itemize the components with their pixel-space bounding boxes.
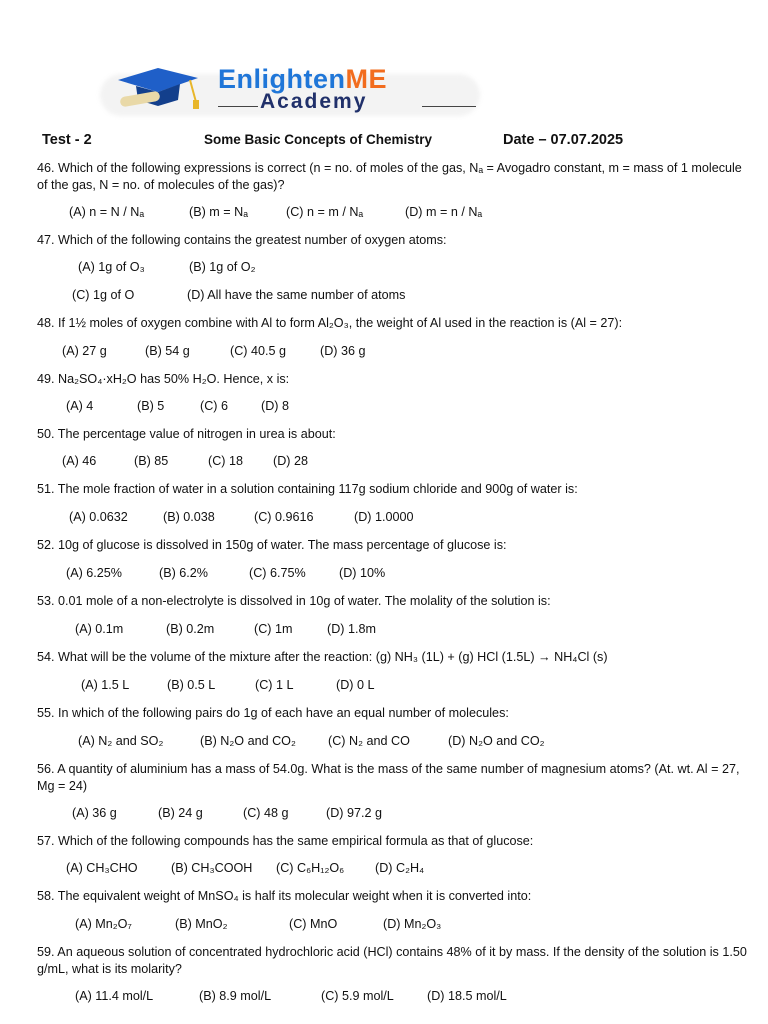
question-text: 57. Which of the following compounds has the same empirical formula as that of glucose: [37,834,534,848]
options [37,453,747,470]
question-55 [37,705,747,750]
option-d[interactable]: (D) 1.0000 [354,510,414,524]
option-d[interactable]: (D) 1.8m [327,622,376,636]
options [37,398,747,415]
option-d[interactable]: (D) 0 L [336,678,375,692]
options [37,860,747,877]
question-50 [37,426,747,470]
option-c[interactable]: (C) n = m / Nₐ [286,205,364,219]
option-a[interactable]: (A) 1.5 L [81,678,130,692]
question-text: 55. In which of the following pairs do 1g of each have an equal number of molecules: [37,706,509,720]
option-d[interactable]: (D) All have the same number of atoms [187,288,406,302]
question-58 [37,888,747,933]
option-a[interactable]: (A) 0.0632 [69,510,128,524]
option-b[interactable]: (B) 1g of O₂ [189,260,256,274]
question-57 [37,833,747,877]
option-c[interactable]: (C) 1g of O [72,288,135,302]
option-b[interactable]: (B) MnO₂ [175,917,228,931]
graduation-cap-icon [114,66,214,116]
option-c[interactable]: (C) 0.9616 [254,510,314,524]
brand-name-part2: ME [345,64,387,94]
test-number: Test - 2 [42,132,92,148]
question-48 [37,315,747,360]
option-b[interactable]: (B) 54 g [145,344,190,358]
option-d[interactable]: (D) N₂O and CO₂ [448,734,545,748]
option-a[interactable]: (A) 46 [62,454,97,468]
option-a[interactable]: (A) N₂ and SO₂ [78,734,164,748]
question-text: 58. The equivalent weight of MnSO₄ is half its molecular weight when it is converted into: [37,889,532,903]
option-c[interactable]: (C) 48 g [243,806,289,820]
option-c[interactable]: (C) 6 [200,399,228,413]
option-d[interactable]: (D) m = n / Nₐ [405,205,483,219]
brand-divider-left [218,106,258,107]
options [37,621,747,638]
brand-logo [100,62,480,122]
option-a[interactable]: (A) 1g of O₃ [78,260,145,274]
option-b[interactable]: (B) 0.2m [166,622,215,636]
options [37,988,747,1005]
option-d[interactable]: (D) 28 [273,454,308,468]
option-c[interactable]: (C) C₆H₁₂O₆ [276,861,345,875]
option-b[interactable]: (B) 6.2% [159,566,208,580]
options [37,565,747,582]
option-a[interactable]: (A) 36 g [72,806,117,820]
option-d[interactable]: (D) 8 [261,399,289,413]
option-c[interactable]: (C) 1 L [255,678,294,692]
option-d[interactable]: (D) 10% [339,566,386,580]
question-text: 49. Na₂SO₄·xH₂O has 50% H₂O. Hence, x is: [37,372,290,386]
option-a[interactable]: (A) 11.4 mol/L [75,989,154,1003]
question-text: 50. The percentage value of nitrogen in urea is about: [37,427,336,441]
option-a[interactable]: (A) 4 [66,399,94,413]
options [37,204,747,221]
question-text: 59. An aqueous solution of concentrated hydrochloric acid (HCl) contains 48% of it by mass. If the density of the solution is 1.50 g/mL, what is its molarity? [37,945,747,976]
options [37,733,747,750]
option-a[interactable]: (A) 6.25% [66,566,122,580]
question-56 [37,761,747,822]
question-list [37,160,747,1005]
options [37,916,747,933]
option-d[interactable]: (D) C₂H₄ [375,861,425,875]
options [37,287,747,304]
question-text: 48. If 1½ moles of oxygen combine with Al to form Al₂O₃, the weight of Al used in the reaction is (Al = 27): [37,316,623,330]
question-text: 56. A quantity of aluminium has a mass of 54.0g. What is the mass of the same number of magnesium atoms? (At. wt. Al = 27, Mg = 24) [37,762,740,793]
question-text: 47. Which of the following contains the greatest number of oxygen atoms: [37,233,447,247]
question-53 [37,593,747,638]
brand-divider-right [422,106,476,107]
option-c[interactable]: (C) 40.5 g [230,344,286,358]
option-b[interactable]: (B) CH₃COOH [171,861,253,875]
options [37,343,747,360]
question-51 [37,481,747,526]
option-b[interactable]: (B) m = Nₐ [189,205,248,219]
option-a[interactable]: (A) n = N / Nₐ [69,205,145,219]
option-b[interactable]: (B) 0.5 L [167,678,216,692]
option-c[interactable]: (C) 5.9 mol/L [321,989,394,1003]
option-c[interactable]: (C) 6.75% [249,566,306,580]
option-a[interactable]: (A) Mn₂O₇ [75,917,132,931]
option-b[interactable]: (B) 85 [134,454,169,468]
question-text: 46. Which of the following expressions is correct (n = no. of moles of the gas, Nₐ = Avogadro constant, m = mass of 1 molecule of the gas, N = no. of molecules of the gas)? [37,161,742,192]
options [37,259,747,276]
question-52 [37,537,747,582]
option-c[interactable]: (C) N₂ and CO [328,734,410,748]
option-d[interactable]: (D) 36 g [320,344,366,358]
option-c[interactable]: (C) 18 [208,454,243,468]
question-text: 53. 0.01 mole of a non-electrolyte is dissolved in 10g of water. The molality of the solution is: [37,594,551,608]
option-c[interactable]: (C) MnO [289,917,338,931]
option-d[interactable]: (D) Mn₂O₃ [383,917,442,931]
question-text: 54. What will be the volume of the mixture after the reaction: (g) NH₃ (1L) + (g) HCl (1.5L) → NH₄Cl (s) [37,650,608,664]
options [37,805,747,822]
option-b[interactable]: (B) 8.9 mol/L [199,989,272,1003]
option-d[interactable]: (D) 18.5 mol/L [427,989,507,1003]
question-49 [37,371,747,415]
option-d[interactable]: (D) 97.2 g [326,806,382,820]
option-a[interactable]: (A) 0.1m [75,622,124,636]
question-47 [37,232,747,304]
question-54 [37,649,747,694]
brand-subtitle: Academy [260,90,368,113]
brand-name-part1: Enlighten [218,64,346,94]
option-c[interactable]: (C) 1m [254,622,293,636]
question-46 [37,160,747,221]
question-59 [37,944,747,1005]
question-text: 51. The mole fraction of water in a solution containing 117g sodium chloride and 900g of water is: [37,482,578,496]
test-header [42,132,742,150]
option-b[interactable]: (B) 24 g [158,806,203,820]
option-b[interactable]: (B) 0.038 [163,510,215,524]
option-b[interactable]: (B) N₂O and CO₂ [200,734,296,748]
options [37,509,747,526]
options [37,677,747,694]
option-a[interactable]: (A) CH₃CHO [66,861,138,875]
test-title: Some Basic Concepts of Chemistry [204,132,433,147]
question-text: 52. 10g of glucose is dissolved in 150g of water. The mass percentage of glucose is: [37,538,507,552]
option-a[interactable]: (A) 27 g [62,344,107,358]
option-b[interactable]: (B) 5 [137,399,165,413]
test-date: Date – 07.07.2025 [503,132,624,148]
